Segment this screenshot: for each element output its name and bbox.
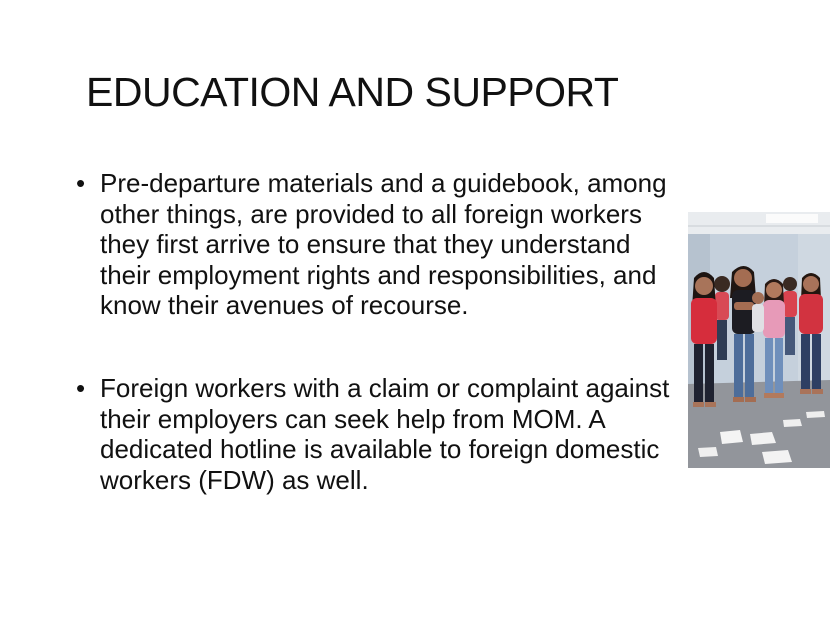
bullet-point-icon: • (76, 168, 86, 198)
bullet-point-icon: • (76, 372, 86, 403)
bullet-text: Foreign workers with a claim or complaint against their employers can seek help from MOM. A dedicated hotline is available to foreign domestic workers (FDW) as well. (100, 372, 670, 495)
group-photo (688, 212, 830, 468)
bullet-text: Pre-departure materials and a guidebook, among other things, are provided to all foreign workers they first arrive to ensure that they understand their employment rights and responsibilities, and know their avenues of recourse. (100, 168, 667, 321)
slide-title: EDUCATION AND SUPPORT (86, 69, 619, 115)
bullet-item (76, 373, 676, 495)
bullet-item (76, 168, 676, 321)
bullet-list (76, 168, 676, 495)
